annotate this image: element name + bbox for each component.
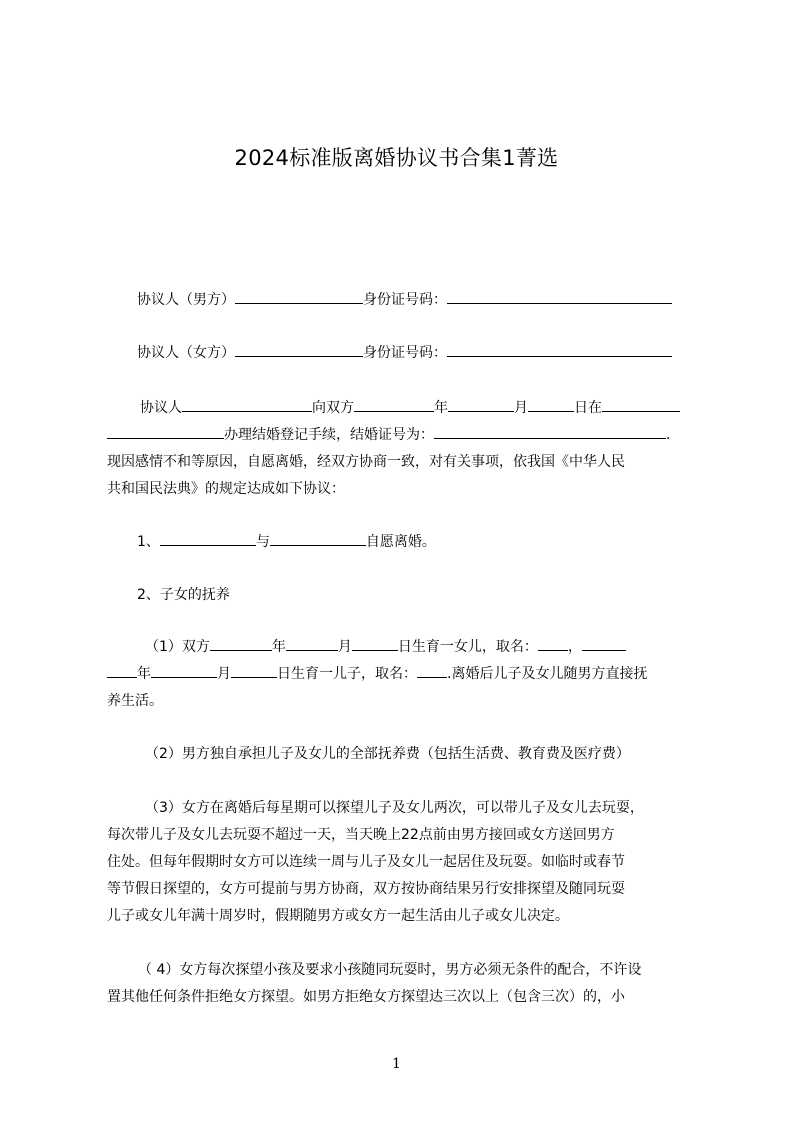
clause-2-3-line-1: （3）女方在离婚后每星期可以探望儿子及女儿两次，可以带儿子及女儿去玩耍，: [145, 800, 644, 816]
male-name-blank[interactable]: [235, 290, 363, 304]
document-title: 2024标准版离婚协议书合集1菁选: [234, 146, 559, 170]
clause-2-3-line-5: 儿子或女儿年满十周岁时，假期随男方或女方一起生活由儿子或女儿决定。: [107, 908, 569, 924]
daughter-name-blank[interactable]: [538, 637, 568, 651]
marriage-cert-blank[interactable]: [434, 425, 666, 439]
clause-text: 日生育一女儿，取名：: [397, 639, 538, 655]
agreement-intro-line-3: 现因感情不和等原因，自愿离婚，经双方协商一致，对有关事项，依我国《中华人民: [107, 454, 625, 470]
day-blank[interactable]: [528, 398, 574, 412]
intro-text: 办理结婚登记手续，结婚证号为：: [224, 427, 434, 443]
clause-2-1-line-3: 养生活。: [107, 693, 163, 709]
page-number: 1: [392, 1056, 401, 1072]
clause-2-3-line-2: 每次带儿子及女儿去玩耍不超过一天，当天晚上22点前由男方接回或女方送回男方: [107, 827, 615, 843]
clause-2-4-line-2: 置其他任何条件拒绝女方探望。如男方拒绝女方探望达三次以上（包含三次）的，小: [107, 989, 625, 1005]
intro-text: 向双方: [312, 400, 354, 416]
month-blank[interactable]: [286, 637, 338, 651]
clause-text: 年: [271, 639, 286, 655]
agreement-intro-line-2: [107, 425, 707, 445]
intro-text: 协议人: [140, 400, 182, 416]
day-blank[interactable]: [352, 637, 398, 651]
male-id-blank[interactable]: [447, 290, 672, 304]
party-a-blank[interactable]: [160, 532, 256, 546]
female-id-blank[interactable]: [447, 343, 672, 357]
intro-text: 日在: [574, 400, 602, 416]
clause-2-3-line-4: 等节假日探望的，女方可提前与男方协商，双方按协商结果另行安排探望及随同玩耍: [107, 881, 625, 897]
party-b-blank[interactable]: [270, 532, 366, 546]
month-blank[interactable]: [151, 664, 217, 678]
clause-2-2: （2）男方独自承担儿子及女儿的全部抚养费（包括生活费、教育费及医疗费）: [145, 746, 630, 762]
clause-2-3-line-3: 住处。但每年假期时女方可以连续一周与儿子及女儿一起居住及玩耍。如临时或春节: [107, 854, 625, 870]
clause-text: 与: [255, 534, 270, 550]
clause-2-1-line-2: [107, 664, 707, 684]
clause-text: 日生育一儿子，取名：: [277, 666, 417, 682]
date-blank[interactable]: [582, 637, 626, 651]
intro-text: 年: [434, 400, 448, 416]
clause-text: ，: [567, 639, 582, 655]
clause-2-1-line-1: [145, 637, 745, 657]
clause-text: .离婚后儿子及女儿随男方直接抚: [447, 666, 648, 682]
place-blank-cont[interactable]: [107, 425, 224, 439]
clause-text: 年: [137, 666, 151, 682]
clause-text: 自愿离婚。: [365, 534, 436, 550]
agreement-intro-line-4: 共和国民法典》的规定达成如下协议：: [107, 481, 345, 497]
year-blank[interactable]: [210, 637, 272, 651]
female-party-line: [137, 343, 737, 363]
intro-text: 月: [514, 400, 528, 416]
party-blank[interactable]: [182, 398, 312, 412]
year-blank-cont[interactable]: [107, 664, 137, 678]
place-blank[interactable]: [602, 398, 680, 412]
clause-text: 月: [217, 666, 231, 682]
clause-text: 月: [337, 639, 352, 655]
day-blank[interactable]: [231, 664, 277, 678]
female-name-blank[interactable]: [235, 343, 363, 357]
male-party-line: [137, 290, 737, 310]
female-party-label: 协议人（女方）: [137, 345, 235, 361]
male-id-label: 身份证号码：: [363, 292, 447, 308]
intro-text: .: [666, 427, 671, 443]
clause-1: [137, 532, 737, 552]
clause-2-heading: 2、子女的抚养: [137, 587, 230, 603]
male-party-label: 协议人（男方）: [137, 292, 235, 308]
agreement-intro-line-1: [140, 398, 740, 418]
clause-text: （1）双方: [145, 639, 210, 655]
son-name-blank[interactable]: [417, 664, 447, 678]
clause-number: 1、: [137, 534, 160, 550]
female-id-label: 身份证号码：: [363, 345, 447, 361]
month-blank[interactable]: [448, 398, 514, 412]
clause-2-4-line-1: （ 4）女方每次探望小孩及要求小孩随同玩耍时，男方必须无条件的配合，不许设: [138, 962, 642, 978]
year-blank[interactable]: [354, 398, 434, 412]
